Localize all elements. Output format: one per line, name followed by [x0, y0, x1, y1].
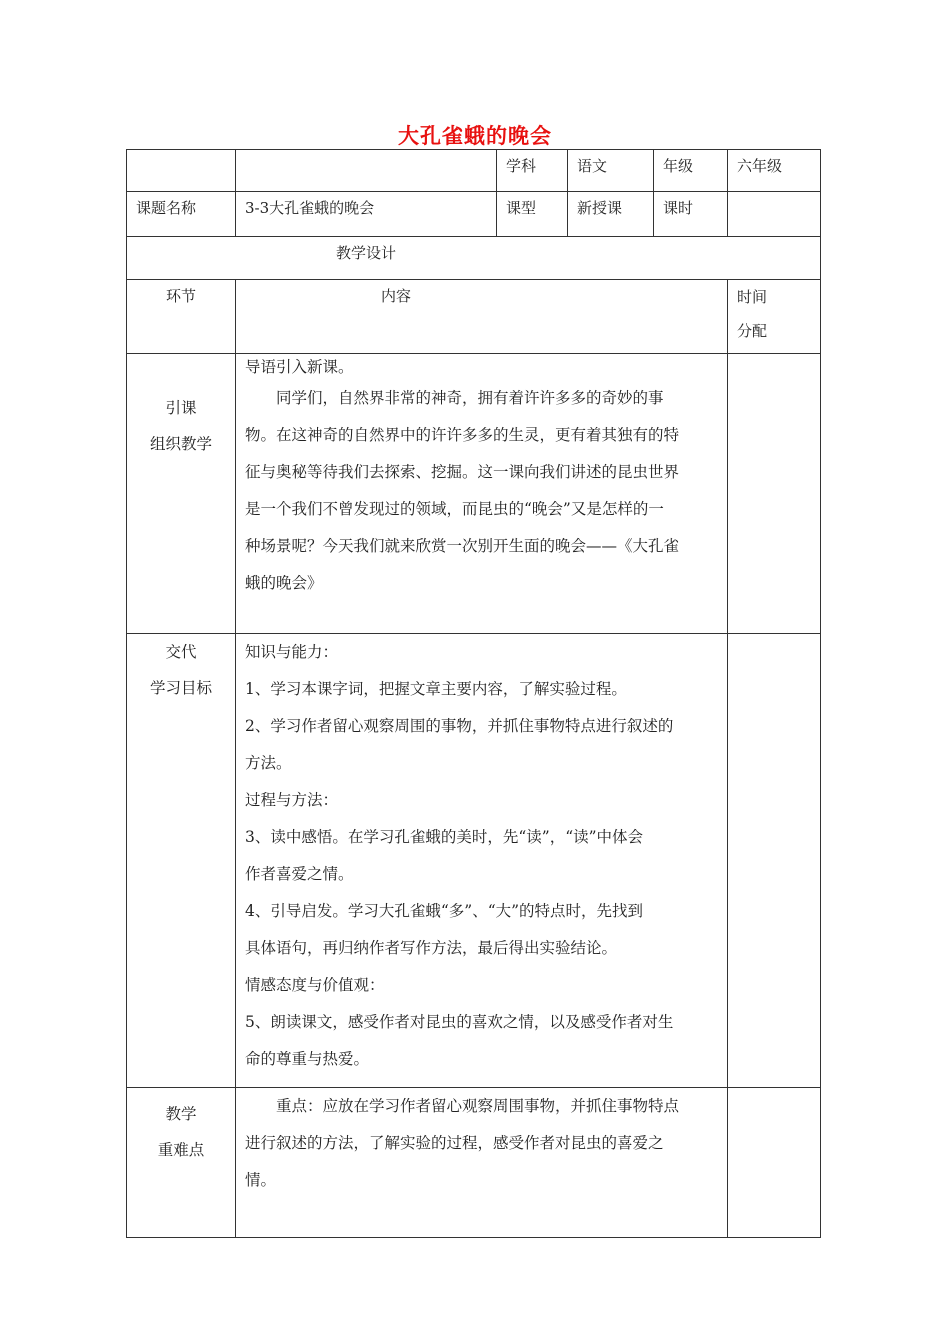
type-value: 新授课	[577, 199, 623, 217]
type-value-cell	[568, 192, 654, 237]
blank-cell	[127, 150, 236, 192]
subject-value-cell	[568, 150, 654, 192]
goals-line: 知识与能力：	[245, 643, 339, 661]
intro-row	[127, 354, 821, 634]
intro-label	[127, 354, 235, 462]
type-label-cell	[497, 192, 568, 237]
goals-line: 方法。	[245, 754, 292, 772]
goals-line: 3、读中感悟。在学习孔雀蛾的美时，先“读”，“读”中体会	[245, 828, 644, 846]
grade-value: 六年级	[737, 157, 783, 175]
goals-time-cell	[728, 634, 821, 1088]
goals-row	[127, 634, 821, 1088]
intro-line: 导语引入新课。	[245, 358, 354, 376]
grade-label: 年级	[663, 157, 694, 175]
key-points-line: 进行叙述的方法，了解实验的过程，感受作者对昆虫的喜爱之	[245, 1134, 664, 1152]
type-label: 课型	[506, 199, 537, 217]
design-heading-cell	[127, 237, 821, 280]
goals-label	[127, 634, 235, 706]
period-value-cell	[728, 192, 821, 237]
subject-label: 学科	[506, 157, 537, 175]
lesson-plan-table	[126, 149, 821, 1238]
period-label: 课时	[663, 199, 694, 217]
intro-content-cell	[236, 354, 728, 634]
intro-time-cell	[728, 354, 821, 634]
key-points-line: 重点：应放在学习作者留心观察周围事物，并抓住事物特点	[276, 1097, 680, 1115]
goals-line: 命的尊重与热爱。	[245, 1050, 370, 1068]
lesson-name-value: 3-3大孔雀蛾的晚会	[245, 199, 375, 217]
goals-label-line2: 学习目标	[149, 679, 212, 697]
intro-line: 蛾的晚会》	[245, 574, 323, 592]
stage-header-cell	[127, 280, 236, 354]
time-header	[728, 280, 820, 348]
intro-content	[236, 354, 727, 608]
column-header-row	[127, 280, 821, 354]
goals-content	[236, 634, 727, 1084]
key-points-content	[236, 1088, 727, 1205]
time-header-cell	[728, 280, 821, 354]
period-label-cell	[654, 192, 728, 237]
goals-line: 具体语句，再归纳作者写作方法，最后得出实验结论。	[245, 939, 618, 957]
goals-line: 1、学习本课字词，把握文章主要内容，了解实验过程。	[245, 680, 627, 698]
key-points-row	[127, 1088, 821, 1238]
key-points-label-cell	[127, 1088, 236, 1238]
goals-line: 作者喜爱之情。	[245, 865, 354, 883]
key-points-label-line1: 教学	[165, 1105, 197, 1123]
intro-line: 物。在这神奇的自然界中的许许多多的生灵，更有着其独有的特	[245, 426, 680, 444]
lesson-name-value-cell	[236, 192, 497, 237]
subject-value: 语文	[577, 157, 608, 175]
goals-line: 情感态度与价值观：	[245, 976, 385, 994]
grade-label-cell	[654, 150, 728, 192]
info-row	[127, 192, 821, 237]
content-header: 内容	[380, 287, 411, 305]
lesson-name-label: 课题名称	[136, 199, 197, 217]
stage-header: 环节	[165, 287, 196, 305]
goals-line: 4、引导启发。学习大孔雀蛾“多”、“大”的特点时，先找到	[245, 902, 644, 920]
grade-value-cell	[728, 150, 821, 192]
key-points-label	[127, 1088, 235, 1168]
goals-line: 2、学习作者留心观察周围的事物，并抓住事物特点进行叙述的	[245, 717, 674, 735]
goals-line: 过程与方法：	[245, 791, 339, 809]
intro-label-line2: 组织教学	[149, 435, 212, 453]
lesson-name-label-cell	[127, 192, 236, 237]
key-points-line: 情。	[245, 1171, 277, 1189]
goals-content-cell	[236, 634, 728, 1088]
time-header-line1: 时间	[737, 288, 768, 306]
design-heading: 教学设计	[336, 244, 397, 262]
intro-label-cell	[127, 354, 236, 634]
goals-line: 5、朗读课文，感受作者对昆虫的喜欢之情，以及感受作者对生	[245, 1013, 674, 1031]
key-points-content-cell	[236, 1088, 728, 1238]
subject-label-cell	[497, 150, 568, 192]
intro-line: 是一个我们不曾发现过的领域，而昆虫的“晚会”又是怎样的一	[245, 500, 664, 518]
time-header-line2: 分配	[737, 322, 768, 340]
intro-line: 征与奥秘等待我们去探索、挖掘。这一课向我们讲述的昆虫世界	[245, 463, 680, 481]
document-title: 大孔雀蛾的晚会	[398, 124, 552, 148]
goals-label-cell	[127, 634, 236, 1088]
intro-label-line1: 引课	[165, 399, 197, 417]
key-points-time-cell	[728, 1088, 821, 1238]
intro-line: 种场景呢？今天我们就来欣赏一次别开生面的晚会——《大孔雀	[245, 537, 680, 555]
design-heading-row	[127, 237, 821, 280]
blank-cell	[236, 150, 497, 192]
intro-line: 同学们，自然界非常的神奇，拥有着许许多多的奇妙的事	[276, 389, 664, 407]
header-row	[127, 150, 821, 192]
goals-label-line1: 交代	[165, 643, 197, 661]
key-points-label-line2: 重难点	[157, 1141, 205, 1159]
content-header-cell	[236, 280, 728, 354]
